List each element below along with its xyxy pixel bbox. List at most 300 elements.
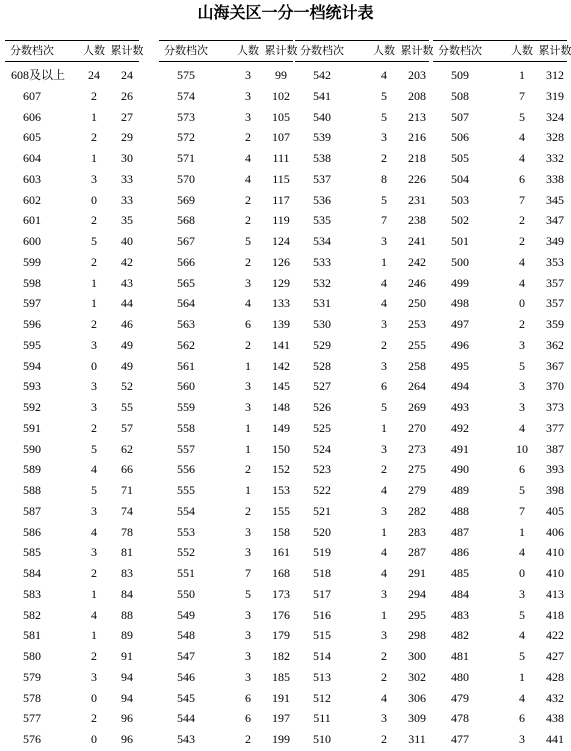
score-cell: 602 [23, 192, 41, 207]
cumulative-cell: 218 [408, 151, 426, 165]
table-row [159, 481, 293, 502]
table-row [5, 689, 139, 710]
count-cell: 2 [245, 503, 251, 518]
cumulative-cell: 319 [546, 88, 564, 103]
count-cell: 7 [519, 88, 525, 103]
cumulative-cell: 153 [272, 483, 290, 497]
score-cell: 560 [177, 379, 195, 394]
cumulative-cell: 406 [546, 524, 564, 539]
cumulative-cell: 182 [272, 649, 290, 663]
count-cell: 2 [519, 234, 525, 248]
score-cell: 591 [23, 420, 41, 435]
score-cell: 544 [177, 711, 195, 726]
score-cell: 561 [177, 358, 195, 373]
table-row [295, 294, 429, 315]
count-cell: 8 [381, 171, 387, 186]
count-cell: 2 [245, 732, 251, 746]
cumulative-cell: 387 [546, 441, 564, 456]
score-cell: 512 [313, 690, 331, 705]
count-cell: 3 [91, 337, 97, 352]
count-cell: 2 [381, 732, 387, 746]
cumulative-cell: 185 [272, 669, 290, 684]
table-row [295, 108, 429, 129]
table-row [159, 108, 293, 129]
cumulative-cell: 357 [546, 296, 564, 311]
count-cell: 5 [91, 234, 97, 248]
table-row [295, 502, 429, 523]
table-row [159, 357, 293, 378]
cumulative-cell: 44 [121, 296, 133, 311]
cumulative-cell: 410 [546, 566, 564, 580]
score-cell: 522 [313, 483, 331, 497]
header-count: 人数 [373, 44, 395, 57]
cumulative-cell: 99 [275, 68, 287, 82]
table-row [433, 502, 567, 523]
score-cell: 570 [177, 171, 195, 186]
count-cell: 3 [245, 68, 251, 82]
count-cell: 0 [91, 358, 97, 373]
cumulative-cell: 294 [408, 586, 426, 601]
cumulative-cell: 139 [272, 317, 290, 331]
score-cell: 553 [177, 524, 195, 539]
cumulative-cell: 213 [408, 109, 426, 124]
count-cell: 2 [245, 130, 251, 145]
score-cell: 598 [23, 275, 41, 290]
cumulative-cell: 231 [408, 192, 426, 207]
table-row [5, 149, 139, 170]
score-cell: 500 [451, 254, 469, 269]
table-row [295, 170, 429, 191]
count-cell: 6 [245, 711, 251, 726]
table-row [5, 66, 139, 87]
table-row [5, 253, 139, 274]
table-row [159, 709, 293, 730]
table-row [295, 564, 429, 585]
count-cell: 3 [245, 545, 251, 560]
count-cell: 3 [519, 337, 525, 352]
table-row [433, 274, 567, 295]
cumulative-cell: 216 [408, 130, 426, 145]
table-row [5, 191, 139, 212]
score-cell: 599 [23, 254, 41, 269]
cumulative-cell: 152 [272, 462, 290, 477]
count-cell: 4 [381, 690, 387, 705]
table-row [295, 647, 429, 668]
table-row [159, 585, 293, 606]
cumulative-cell: 74 [121, 503, 133, 518]
count-cell: 2 [519, 213, 525, 228]
count-cell: 5 [519, 358, 525, 373]
count-cell: 3 [381, 234, 387, 248]
table-row [433, 398, 567, 419]
table-row [433, 149, 567, 170]
table-row [5, 502, 139, 523]
score-cell: 495 [451, 358, 469, 373]
count-cell: 5 [381, 400, 387, 414]
score-cell: 569 [177, 192, 195, 207]
count-cell: 2 [91, 566, 97, 580]
cumulative-cell: 84 [121, 586, 133, 601]
table-row [433, 232, 567, 253]
table-row [5, 481, 139, 502]
table-row [159, 211, 293, 232]
count-cell: 5 [381, 192, 387, 207]
header-cumulative: 累计数 [110, 44, 144, 57]
count-cell: 7 [519, 192, 525, 207]
table-row [159, 523, 293, 544]
header-rule [433, 61, 567, 62]
table-row [295, 440, 429, 461]
cumulative-cell: 349 [546, 234, 564, 248]
score-cell: 587 [23, 503, 41, 518]
score-cell: 482 [451, 628, 469, 643]
score-cell: 579 [23, 669, 41, 684]
cumulative-cell: 33 [121, 192, 133, 207]
table-row [5, 232, 139, 253]
table-row [433, 647, 567, 668]
cumulative-cell: 241 [408, 234, 426, 248]
cumulative-cell: 270 [408, 420, 426, 435]
table-row [295, 232, 429, 253]
score-cell: 586 [23, 524, 41, 539]
count-cell: 1 [91, 296, 97, 311]
count-cell: 4 [519, 690, 525, 705]
count-cell: 5 [381, 109, 387, 124]
score-cell: 578 [23, 690, 41, 705]
header-rule [5, 61, 139, 62]
count-cell: 3 [519, 732, 525, 746]
table-row [5, 523, 139, 544]
score-cell: 514 [313, 649, 331, 663]
table-row [295, 481, 429, 502]
score-cell: 489 [451, 483, 469, 497]
score-cell: 574 [177, 88, 195, 103]
cumulative-cell: 359 [546, 317, 564, 331]
cumulative-cell: 309 [408, 711, 426, 726]
count-cell: 1 [245, 420, 251, 435]
count-cell: 3 [245, 88, 251, 103]
count-cell: 2 [519, 317, 525, 331]
count-cell: 4 [245, 171, 251, 186]
count-cell: 3 [91, 503, 97, 518]
score-cell: 575 [177, 68, 195, 82]
count-cell: 4 [519, 275, 525, 290]
score-cell: 540 [313, 109, 331, 124]
cumulative-cell: 88 [121, 607, 133, 622]
table-row [5, 730, 139, 751]
score-cell: 550 [177, 586, 195, 601]
score-cell: 488 [451, 503, 469, 518]
cumulative-cell: 150 [272, 441, 290, 456]
table-row [295, 606, 429, 627]
cumulative-cell: 428 [546, 669, 564, 684]
count-cell: 5 [519, 649, 525, 663]
score-cell: 535 [313, 213, 331, 228]
table-row [5, 585, 139, 606]
score-cell: 518 [313, 566, 331, 580]
count-cell: 3 [519, 586, 525, 601]
count-cell: 2 [381, 462, 387, 477]
table-row [159, 419, 293, 440]
score-cell: 479 [451, 690, 469, 705]
score-cell: 527 [313, 379, 331, 394]
score-cell: 606 [23, 109, 41, 124]
cumulative-cell: 30 [121, 151, 133, 165]
cumulative-cell: 238 [408, 213, 426, 228]
count-cell: 5 [519, 483, 525, 497]
score-cell: 523 [313, 462, 331, 477]
cumulative-cell: 71 [121, 483, 133, 497]
cumulative-cell: 398 [546, 483, 564, 497]
cumulative-cell: 377 [546, 420, 564, 435]
count-cell: 2 [91, 711, 97, 726]
table-row [5, 357, 139, 378]
score-cell: 603 [23, 171, 41, 186]
score-cell: 525 [313, 420, 331, 435]
score-cell: 487 [451, 524, 469, 539]
score-cell: 567 [177, 234, 195, 248]
score-cell: 520 [313, 524, 331, 539]
cumulative-cell: 357 [546, 275, 564, 290]
table-row [5, 626, 139, 647]
score-cell: 576 [23, 732, 41, 746]
score-cell: 498 [451, 296, 469, 311]
score-cell: 497 [451, 317, 469, 331]
count-cell: 0 [519, 296, 525, 311]
table-row [433, 419, 567, 440]
table-row [159, 502, 293, 523]
cumulative-cell: 66 [121, 462, 133, 477]
count-cell: 0 [91, 732, 97, 746]
cumulative-cell: 145 [272, 379, 290, 394]
count-cell: 1 [245, 441, 251, 456]
count-cell: 1 [91, 151, 97, 165]
table-row [433, 606, 567, 627]
score-cell: 501 [451, 234, 469, 248]
cumulative-cell: 410 [546, 545, 564, 560]
table-row [433, 668, 567, 689]
cumulative-cell: 328 [546, 130, 564, 145]
score-cell: 478 [451, 711, 469, 726]
table-row [433, 730, 567, 751]
table-row [159, 66, 293, 87]
table-row [433, 523, 567, 544]
count-cell: 4 [91, 607, 97, 622]
score-cell: 494 [451, 379, 469, 394]
table-row [159, 440, 293, 461]
count-cell: 6 [519, 711, 525, 726]
table-row [5, 294, 139, 315]
count-cell: 4 [381, 483, 387, 497]
table-row [159, 377, 293, 398]
cumulative-cell: 255 [408, 337, 426, 352]
count-cell: 4 [519, 254, 525, 269]
cumulative-cell: 312 [546, 68, 564, 82]
count-cell: 7 [245, 566, 251, 580]
cumulative-cell: 405 [546, 503, 564, 518]
score-cell: 604 [23, 151, 41, 165]
count-cell: 2 [245, 254, 251, 269]
score-cell: 492 [451, 420, 469, 435]
score-cell: 508 [451, 88, 469, 103]
cumulative-cell: 42 [121, 254, 133, 269]
table-row [159, 232, 293, 253]
count-cell: 6 [381, 379, 387, 394]
table-row [433, 460, 567, 481]
score-cell: 490 [451, 462, 469, 477]
count-cell: 2 [245, 192, 251, 207]
score-cell: 559 [177, 400, 195, 414]
cumulative-cell: 373 [546, 400, 564, 414]
cumulative-cell: 324 [546, 109, 564, 124]
score-cell: 483 [451, 607, 469, 622]
score-cell: 534 [313, 234, 331, 248]
cumulative-cell: 422 [546, 628, 564, 643]
score-cell: 547 [177, 649, 195, 663]
top-rule [295, 40, 429, 41]
header-cumulative: 累计数 [400, 44, 434, 57]
count-cell: 1 [519, 68, 525, 82]
cumulative-cell: 24 [121, 68, 133, 82]
table-row [433, 108, 567, 129]
cumulative-cell: 96 [121, 732, 133, 746]
count-cell: 3 [381, 628, 387, 643]
score-cell: 543 [177, 732, 195, 746]
table-row [159, 253, 293, 274]
count-cell: 6 [519, 462, 525, 477]
table-row [433, 128, 567, 149]
count-cell: 1 [519, 524, 525, 539]
score-cell: 572 [177, 130, 195, 145]
table-row [159, 191, 293, 212]
table-row [5, 440, 139, 461]
cumulative-cell: 124 [272, 234, 290, 248]
count-cell: 3 [245, 669, 251, 684]
score-cell: 581 [23, 628, 41, 643]
count-cell: 0 [91, 192, 97, 207]
score-cell: 484 [451, 586, 469, 601]
count-cell: 2 [91, 649, 97, 663]
table-row [159, 128, 293, 149]
table-row [159, 398, 293, 419]
top-rule [159, 40, 293, 41]
cumulative-cell: 250 [408, 296, 426, 311]
cumulative-cell: 94 [121, 690, 133, 705]
count-cell: 3 [381, 503, 387, 518]
count-cell: 3 [91, 171, 97, 186]
table-row [159, 668, 293, 689]
table-row [295, 585, 429, 606]
table-row [159, 564, 293, 585]
count-cell: 3 [91, 400, 97, 414]
table-row [5, 564, 139, 585]
header-cumulative: 累计数 [538, 44, 571, 57]
table-row [295, 66, 429, 87]
cumulative-cell: 258 [408, 358, 426, 373]
count-cell: 10 [516, 441, 528, 456]
header-score: 分数档次 [438, 44, 482, 57]
cumulative-cell: 298 [408, 628, 426, 643]
table-row [433, 377, 567, 398]
cumulative-cell: 26 [121, 88, 133, 103]
cumulative-cell: 46 [121, 317, 133, 331]
cumulative-cell: 253 [408, 317, 426, 331]
cumulative-cell: 311 [408, 732, 426, 746]
count-cell: 1 [91, 628, 97, 643]
header-score: 分数档次 [300, 44, 344, 57]
count-cell: 5 [519, 109, 525, 124]
cumulative-cell: 62 [121, 441, 133, 456]
top-rule [433, 40, 567, 41]
score-cell: 511 [313, 711, 331, 726]
count-cell: 4 [381, 275, 387, 290]
cumulative-cell: 158 [272, 524, 290, 539]
count-cell: 3 [381, 317, 387, 331]
cumulative-cell: 33 [121, 171, 133, 186]
cumulative-cell: 142 [272, 358, 290, 373]
table-row [295, 336, 429, 357]
count-cell: 3 [381, 130, 387, 145]
count-cell: 3 [91, 545, 97, 560]
cumulative-cell: 332 [546, 151, 564, 165]
count-cell: 24 [88, 68, 100, 82]
count-cell: 3 [245, 607, 251, 622]
table-row [159, 543, 293, 564]
count-cell: 6 [519, 171, 525, 186]
table-row [433, 211, 567, 232]
score-cell: 493 [451, 400, 469, 414]
table-row [5, 377, 139, 398]
table-row [433, 689, 567, 710]
score-cell: 545 [177, 690, 195, 705]
page-title: 山海关区一分一档统计表 [197, 3, 374, 22]
cumulative-cell: 107 [272, 130, 290, 145]
count-cell: 3 [245, 379, 251, 394]
cumulative-cell: 246 [408, 275, 426, 290]
header-score: 分数档次 [164, 44, 208, 57]
cumulative-cell: 91 [121, 649, 133, 663]
cumulative-cell: 226 [408, 171, 426, 186]
count-cell: 2 [91, 420, 97, 435]
count-cell: 4 [519, 130, 525, 145]
score-cell: 549 [177, 607, 195, 622]
count-cell: 5 [245, 586, 251, 601]
table-row [295, 128, 429, 149]
table-row [295, 87, 429, 108]
score-cell: 600 [23, 234, 41, 248]
score-cell: 486 [451, 545, 469, 560]
cumulative-cell: 49 [121, 358, 133, 373]
score-cell: 595 [23, 337, 41, 352]
table-row [5, 274, 139, 295]
cumulative-cell: 119 [272, 213, 290, 228]
cumulative-cell: 161 [272, 545, 290, 560]
score-cell: 516 [313, 607, 331, 622]
score-cell: 507 [451, 109, 469, 124]
cumulative-cell: 117 [272, 192, 290, 207]
table-row [433, 315, 567, 336]
score-cell: 491 [451, 441, 469, 456]
count-cell: 3 [245, 275, 251, 290]
score-cell: 496 [451, 337, 469, 352]
cumulative-cell: 441 [546, 732, 564, 746]
table-row [433, 191, 567, 212]
table-row [5, 87, 139, 108]
table-row [433, 626, 567, 647]
cumulative-cell: 129 [272, 275, 290, 290]
score-cell: 515 [313, 628, 331, 643]
table-row [159, 294, 293, 315]
